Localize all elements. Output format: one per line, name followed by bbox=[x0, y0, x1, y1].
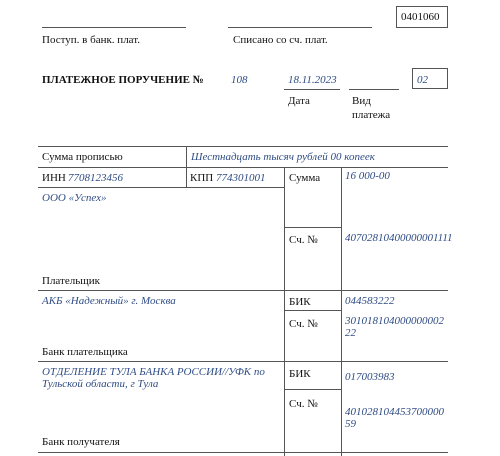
payer-bank-bik: 044583222 bbox=[345, 295, 395, 307]
payer-bank-account-label: Сч. № bbox=[289, 318, 318, 330]
amount-words-top-line bbox=[38, 146, 448, 147]
recipient-bank-bik-line bbox=[284, 389, 341, 390]
recipient-bank-bottom-line bbox=[38, 452, 448, 453]
recipient-bank-name-1: ОТДЕЛЕНИЕ ТУЛА БАНКА РОССИИ//УФК по bbox=[42, 366, 265, 378]
payer-name: ООО «Успех» bbox=[42, 192, 107, 204]
payer-bank-bottom-line bbox=[38, 361, 448, 362]
payer-bottom-line bbox=[38, 290, 448, 291]
date-line bbox=[284, 89, 340, 90]
recipient-bank-account-label: Сч. № bbox=[289, 398, 318, 410]
date-label: Дата bbox=[288, 95, 310, 107]
received-label: Поступ. в банк. плат. bbox=[42, 34, 141, 46]
payer-label: Плательщик bbox=[42, 275, 100, 287]
inn-top-line bbox=[38, 167, 448, 168]
inn-label: ИНН bbox=[42, 172, 66, 184]
sum-bottom-line bbox=[284, 227, 341, 228]
kpp-label: КПП bbox=[190, 172, 214, 184]
payer-bank-bik-line bbox=[284, 310, 341, 311]
recipient-bank-label: Банк получателя bbox=[42, 436, 120, 448]
payment-type-label-1: Вид bbox=[352, 95, 371, 107]
received-line bbox=[42, 27, 186, 28]
payer-bank-name: АКБ «Надежный» г. Москва bbox=[42, 295, 176, 307]
debited-label: Списано со сч. плат. bbox=[233, 34, 328, 46]
recipient-bank-account: 40102810445370000059 bbox=[345, 406, 444, 430]
payer-account-label: Сч. № bbox=[289, 234, 318, 246]
payment-code: 02 bbox=[417, 74, 428, 86]
payment-type-line bbox=[349, 89, 399, 90]
payment-type-label-2: платежа bbox=[352, 109, 391, 121]
sum-column-right-line bbox=[341, 167, 342, 456]
payer-bank-account: 30101810400000000222 bbox=[345, 315, 444, 339]
inn-value: 7708123456 bbox=[68, 172, 123, 184]
sum-label: Сумма bbox=[289, 172, 321, 184]
inn-bottom-line bbox=[38, 187, 284, 188]
payer-account-value: 40702810400000001111 bbox=[345, 232, 453, 244]
order-date: 18.11.2023 bbox=[288, 74, 337, 86]
amount-words-value: Шестнадцать тысяч рублей 00 копеек bbox=[191, 151, 375, 163]
sum-value: 16 000-00 bbox=[345, 170, 390, 182]
recipient-bank-bik: 017003983 bbox=[345, 371, 395, 383]
recipient-bank-name-2: Тульской области, г Тула bbox=[42, 378, 159, 390]
amount-words-label: Сумма прописью bbox=[42, 151, 123, 163]
form-code: 0401060 bbox=[401, 11, 440, 23]
order-number: 108 bbox=[231, 74, 248, 86]
debited-line bbox=[228, 27, 372, 28]
payer-bank-bik-label: БИК bbox=[289, 296, 311, 308]
kpp-value: 774301001 bbox=[216, 172, 266, 184]
sum-column-left-line bbox=[284, 167, 285, 456]
recipient-bank-bik-label: БИК bbox=[289, 368, 311, 380]
page-title: ПЛАТЕЖНОЕ ПОРУЧЕНИЕ № bbox=[42, 74, 204, 86]
amount-words-divider bbox=[186, 146, 187, 167]
inn-kpp-divider bbox=[186, 167, 187, 187]
payer-bank-label: Банк плательщика bbox=[42, 346, 128, 358]
